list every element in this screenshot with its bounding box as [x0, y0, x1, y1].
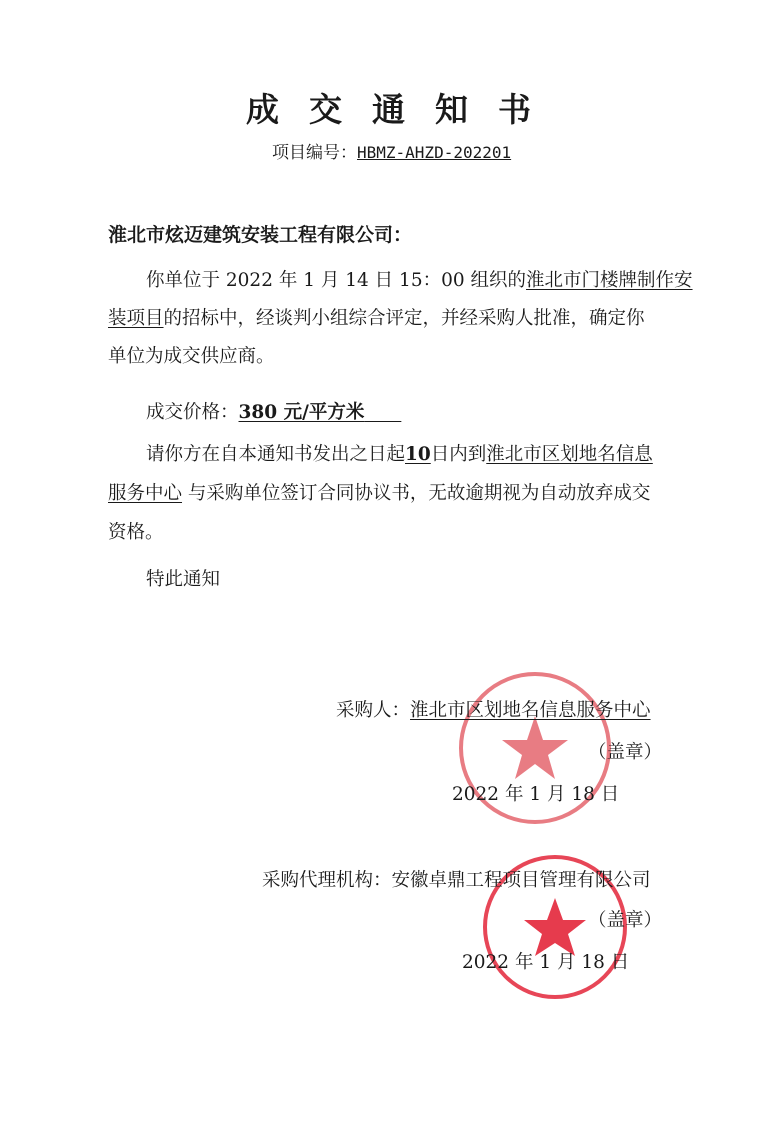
project-number-value: HBMZ-AHZD-202201	[357, 143, 512, 162]
purchaser-label: 采购人：	[336, 700, 411, 721]
price-label: 成交价格：	[146, 402, 239, 423]
para2-text: 请你方在自本通知书发出之日起	[146, 444, 406, 465]
project-number	[272, 138, 511, 163]
price-line	[146, 398, 401, 424]
para1-line3: 单位为成交供应商。	[108, 346, 275, 367]
agency-stamp-note: （盖章）	[588, 910, 663, 931]
purchaser-name: 淮北市区划地名信息服务中心	[410, 700, 651, 721]
purchaser-line	[336, 696, 651, 722]
para2-text: 与采购单位签订合同协议书，无故逾期视为自动放弃成交	[182, 483, 651, 504]
days-value: 10	[405, 444, 431, 465]
project-name-part1: 淮北市门楼牌制作安	[526, 270, 693, 291]
para2-line3: 资格。	[108, 522, 164, 543]
purchaser-date: 2022 年 1 月 18 日	[452, 784, 620, 805]
document-title: 成交通知书	[246, 90, 561, 129]
purchaser-stamp-note: （盖章）	[588, 742, 663, 763]
para1-text: 的招标中，经谈判小组综合评定，并经采购人批准，确定你	[163, 308, 645, 329]
para1-text: 你单位于 2022 年 1 月 14 日 15：00 组织的	[146, 270, 527, 291]
project-name-part2: 装项目	[108, 308, 164, 329]
agency-date: 2022 年 1 月 18 日	[462, 952, 630, 973]
closing-text: 特此通知	[146, 569, 221, 590]
project-number-label: 项目编号：	[272, 143, 357, 163]
agency-name: 安徽卓鼎工程项目管理有限公司	[391, 870, 651, 891]
para2-text: 日内到	[430, 444, 487, 465]
para1-line1	[146, 266, 693, 292]
addressee: 淮北市炫迈建筑安装工程有限公司：	[108, 224, 413, 246]
para2-line1	[146, 440, 653, 466]
service-center-part1: 淮北市区划地名信息	[486, 444, 653, 465]
service-center-part2: 服务中心	[108, 483, 183, 504]
para1-line2	[108, 304, 645, 330]
agency-label: 采购代理机构：	[262, 870, 392, 891]
agency-line	[262, 866, 651, 892]
price-value: 380 元/平方米	[238, 402, 365, 423]
para2-line2	[108, 479, 650, 505]
